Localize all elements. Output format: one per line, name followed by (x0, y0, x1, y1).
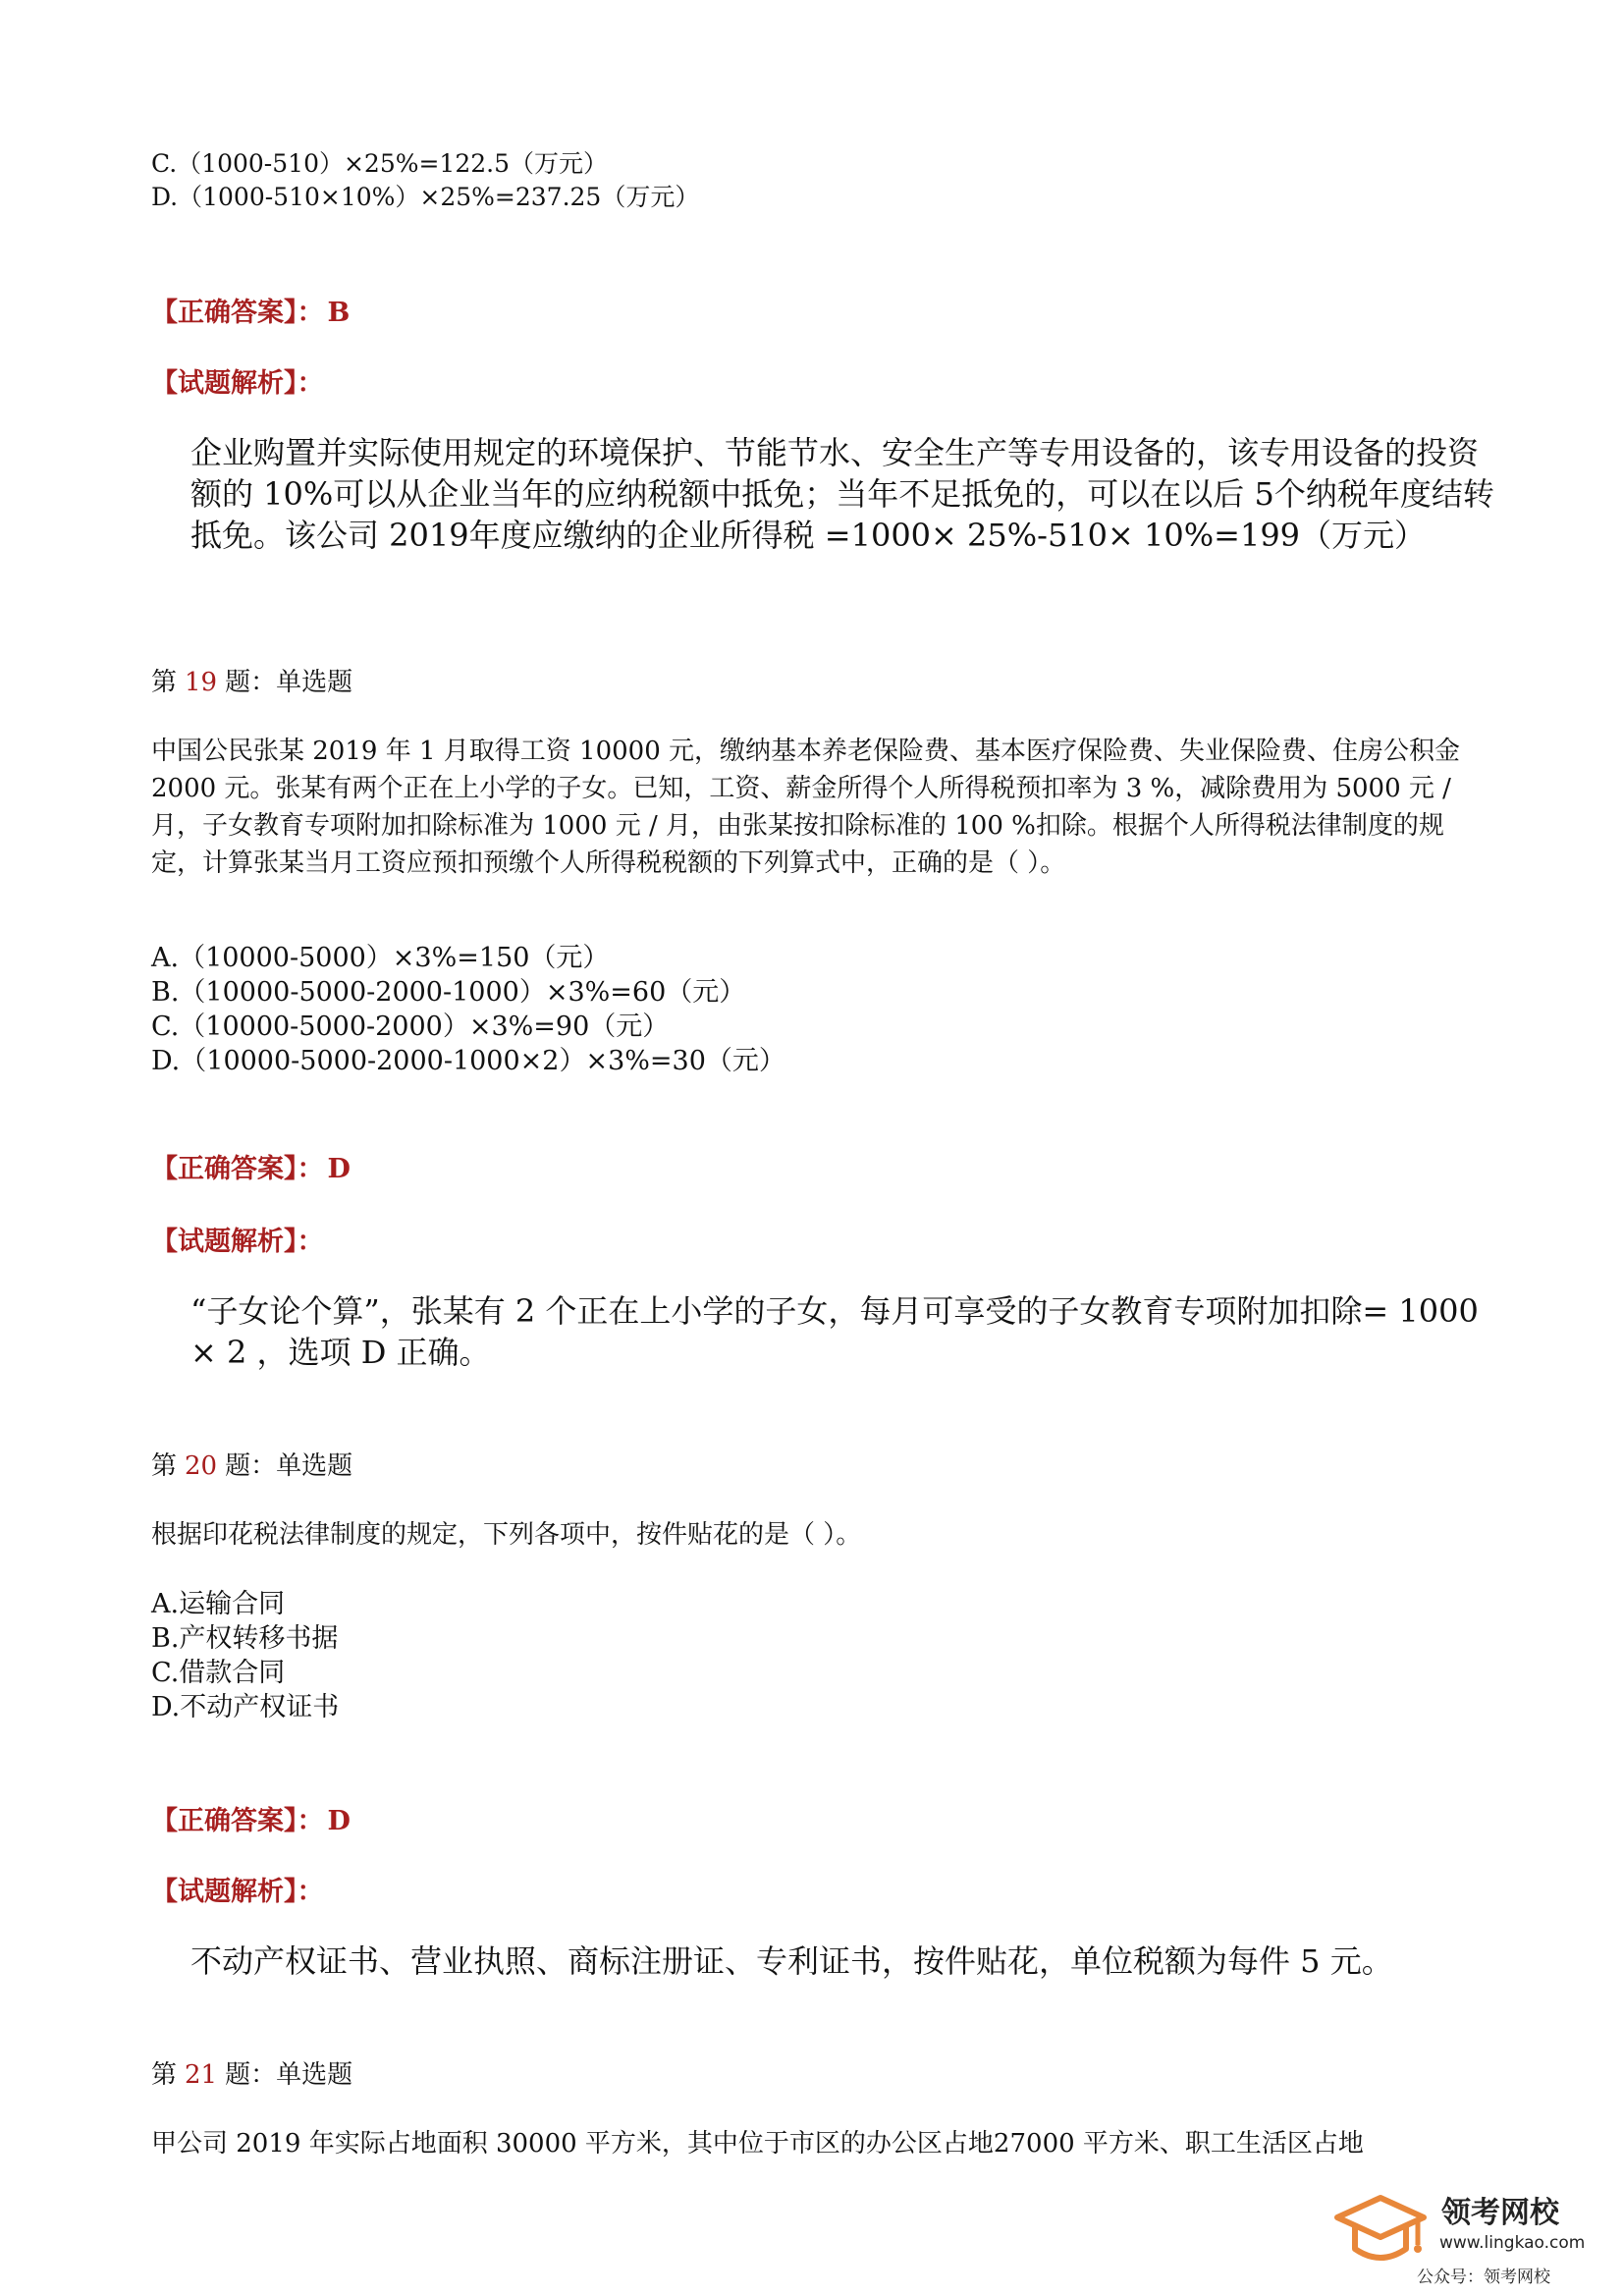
question-prefix: 第 (151, 1451, 178, 1481)
q18-explanation: 企业购置并实际使用规定的环境保护、节能节水、安全生产等专用设备的，该专用设备的投资额的 10%可以从企业当年的应纳税额中抵免；当年不足抵免的，可以在以后 5个纳税年度结转抵免。该公司 2019年度应缴纳的企业所得税 =1000× 25%-510× 10%=199（万元） (190, 434, 1494, 554)
logo-url: www.lingkao.com (1439, 2233, 1586, 2253)
q20-explanation: 不动产权证书、营业执照、商标注册证、专利证书，按件贴花，单位税额为每件 5 元。 (190, 1942, 1393, 1980)
question-prefix: 第 (151, 2060, 178, 2090)
q20-explain-label: 【试题解析】： (151, 1877, 324, 1907)
q20-option-b: B.产权转移书据 (151, 1623, 339, 1654)
answer-value: D (327, 1806, 351, 1836)
q19-option-d: D.（10000-5000-2000-1000×2）×3%=30（元） (151, 1046, 785, 1076)
q20-option-a: A.运输合同 (151, 1589, 286, 1619)
question-type: 题：单选题 (225, 2060, 353, 2090)
question-type: 题：单选题 (225, 668, 353, 697)
q21-stem: 甲公司 2019 年实际占地面积 30000 平方米，其中位于市区的办公区占地27000 平方米、职工生活区占地 (151, 2129, 1364, 2159)
logo-public-account: 公众号：领考网校 (1417, 2268, 1550, 2287)
answer-label: 【正确答案】： (151, 1154, 324, 1184)
q19-option-a: A.（10000-5000）×3%=150（元） (151, 943, 610, 973)
q19-heading (151, 662, 1487, 698)
graduation-cap-icon (1333, 2192, 1428, 2272)
q19-answer (151, 1147, 1487, 1185)
logo-name: 领考网校 (1441, 2196, 1559, 2230)
q20-stem: 根据印花税法律制度的规定，下列各项中，按件贴花的是（ ）。 (151, 1520, 862, 1550)
q18-option-d: D.（1000-510×10%）×25%=237.25（万元） (151, 183, 700, 211)
answer-value: D (327, 1154, 351, 1184)
question-number: 21 (185, 2060, 218, 2090)
q19-explanation: “子女论个算”，张某有 2 个正在上小学的子女，每月可享受的子女教育专项附加扣除= 1000 × 2 ，选项 D 正确。 (190, 1292, 1479, 1371)
q20-options (151, 1587, 1487, 1724)
q20-option-d: D.不动产权证书 (151, 1692, 340, 1722)
q18-explain-label: 【试题解析】： (151, 368, 324, 399)
question-prefix: 第 (151, 668, 178, 697)
answer-value: B (327, 298, 351, 328)
q20-answer (151, 1799, 1487, 1837)
q20-option-c: C.借款合同 (151, 1658, 286, 1688)
q18-answer (151, 291, 1487, 329)
lingkao-logo (1333, 2188, 1589, 2291)
q19-explain-label: 【试题解析】： (151, 1227, 324, 1257)
question-number: 19 (185, 668, 218, 697)
q18-option-c: C.（1000-510）×25%=122.5（万元） (151, 149, 609, 178)
q19-option-b: B.（10000-5000-2000-1000）×3%=60（元） (151, 977, 746, 1008)
q19-stem: 中国公民张某 2019 年 1 月取得工资 10000 元，缴纳基本养老保险费、基本医疗保险费、失业保险费、住房公积金 2000 元。张某有两个正在上小学的子女。已知，工资、薪金所得个人所得税预扣率为 3 %，减除费用为 5000 元 / 月，子女教育专项附加扣除标准为 1000 元 / 月，由张某按扣除标准的 100 %扣除。根据个人所得税法律制度的规定，计算张某当月工资应预扣预缴个人所得税税额的下列算式中，正确的是（ ）。 (151, 737, 1461, 878)
q21-heading (151, 2054, 1487, 2091)
q19-option-c: C.（10000-5000-2000）×3%=90（元） (151, 1011, 670, 1042)
answer-label: 【正确答案】： (151, 1806, 324, 1836)
question-type: 题：单选题 (225, 1451, 353, 1481)
q20-heading (151, 1446, 1487, 1482)
q19-options (151, 941, 1487, 1078)
question-number: 20 (185, 1451, 218, 1481)
answer-label: 【正确答案】： (151, 298, 324, 328)
